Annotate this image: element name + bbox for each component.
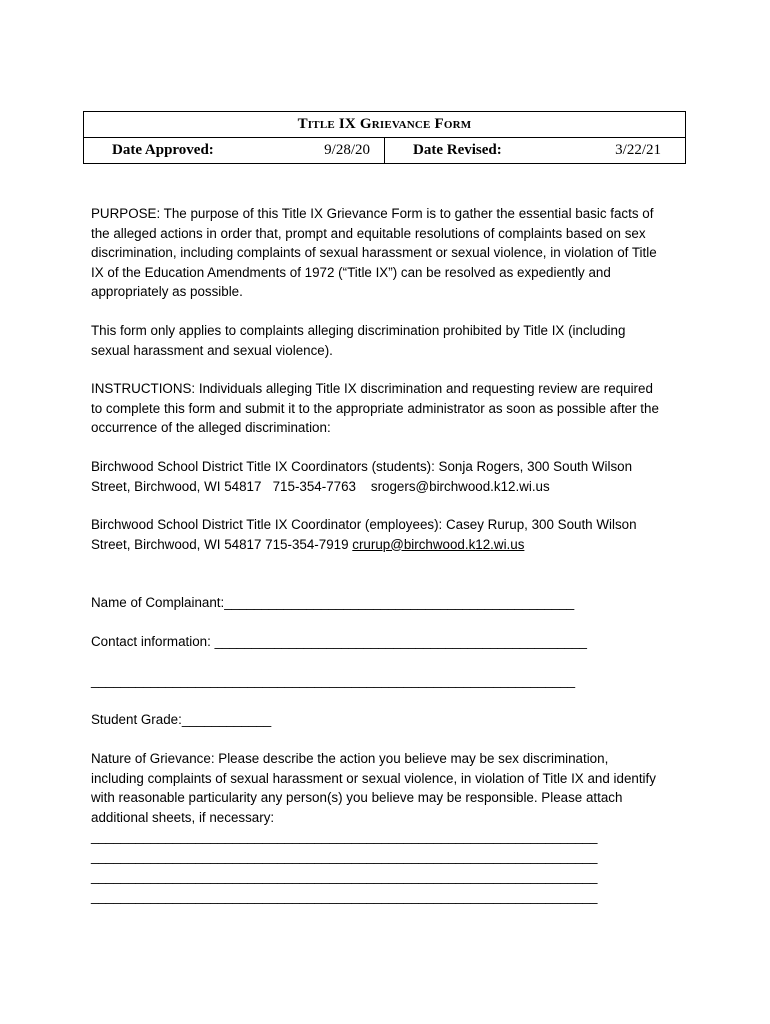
text-line: discrimination, including complaints of sexual harassment or sexual violence, in violation of Title — [91, 245, 657, 261]
coordinator-students — [91, 457, 691, 496]
contact-input-line[interactable]: __________________________________________________ — [214, 634, 587, 649]
nature-paragraph — [91, 749, 711, 827]
text-line: IX of the Education Amendments of 1972 (“Title IX”) can be resolved as expediently and — [91, 264, 611, 280]
coordinator-employees — [91, 515, 691, 554]
nature-input-line[interactable]: ____________________________________________________________________ — [91, 829, 598, 844]
grade-label: Student Grade: — [91, 712, 182, 727]
header-table — [83, 111, 686, 164]
contact-field-row — [91, 632, 587, 652]
text-line — [91, 535, 691, 555]
name-label: Name of Complainant: — [91, 595, 225, 610]
date-approved-value: 9/28/20 — [324, 142, 370, 158]
nature-input-line[interactable]: ____________________________________________________________________ — [91, 869, 598, 884]
purpose-paragraph — [91, 204, 691, 302]
text-line: Nature of Grievance: Please describe the action you believe may be sex discrimination, — [91, 751, 609, 766]
text-line: Birchwood School District Title IX Coordinator (employees): Casey Rurup, 300 South Wilson — [91, 517, 637, 532]
name-input-line[interactable]: _______________________________________________ — [224, 595, 575, 610]
text-line: including complaints of sexual harassment or sexual violence, in violation of Title IX and identify — [91, 770, 656, 786]
text-line: with reasonable particularity any person(s) you believe may be responsible. Please attach — [91, 790, 623, 806]
nature-input-line[interactable]: ____________________________________________________________________ — [91, 849, 598, 864]
text-line: Street, Birchwood, WI 54817 715-354-7763 srogers@birchwood.k12.wi.us — [91, 478, 550, 494]
date-revised-value: 3/22/21 — [615, 142, 661, 158]
text-line: Birchwood School District Title IX Coordinators (students): Sonja Rogers, 300 South Wilson — [91, 459, 633, 474]
name-field-row — [91, 593, 574, 613]
date-approved-label: Date Approved: — [112, 142, 214, 158]
form-title: Title IX Grievance Form — [84, 112, 686, 138]
text-line: INSTRUCTIONS: Individuals alleging Title IX discrimination and requesting review are required — [91, 381, 653, 396]
coordinator-email-link[interactable]: crurup@birchwood.k12.wi.us — [352, 536, 525, 552]
applies-paragraph — [91, 321, 691, 360]
text-line: the alleged actions in order that, prompt and equitable resolutions of complaints based on sex — [91, 225, 646, 241]
date-revised-cell — [385, 138, 686, 164]
nature-input-line[interactable]: ____________________________________________________________________ — [91, 889, 598, 904]
text-line: occurrence of the alleged discrimination: — [91, 420, 331, 436]
address-text: Street, Birchwood, WI 54817 715-354-7919 — [91, 536, 353, 552]
text-line: additional sheets, if necessary: — [91, 809, 275, 825]
grade-field-row — [91, 710, 271, 730]
text-line: This form only applies to complaints alleging discrimination prohibited by Title IX (including — [91, 323, 626, 338]
grade-input-line[interactable]: ____________ — [181, 712, 272, 727]
contact-label: Contact information: — [91, 634, 215, 649]
text-line: PURPOSE: The purpose of this Title IX Grievance Form is to gather the essential basic facts of — [91, 206, 654, 221]
instructions-paragraph — [91, 379, 691, 438]
date-approved-cell — [84, 138, 385, 164]
text-line: to complete this form and submit it to the appropriate administrator as soon as possible after the — [91, 400, 659, 416]
text-line: appropriately as possible. — [91, 284, 243, 300]
contact-input-line-2[interactable]: _________________________________________________________________ — [91, 673, 576, 688]
date-revised-label: Date Revised: — [413, 142, 502, 158]
text-line: sexual harassment and sexual violence). — [91, 342, 333, 358]
